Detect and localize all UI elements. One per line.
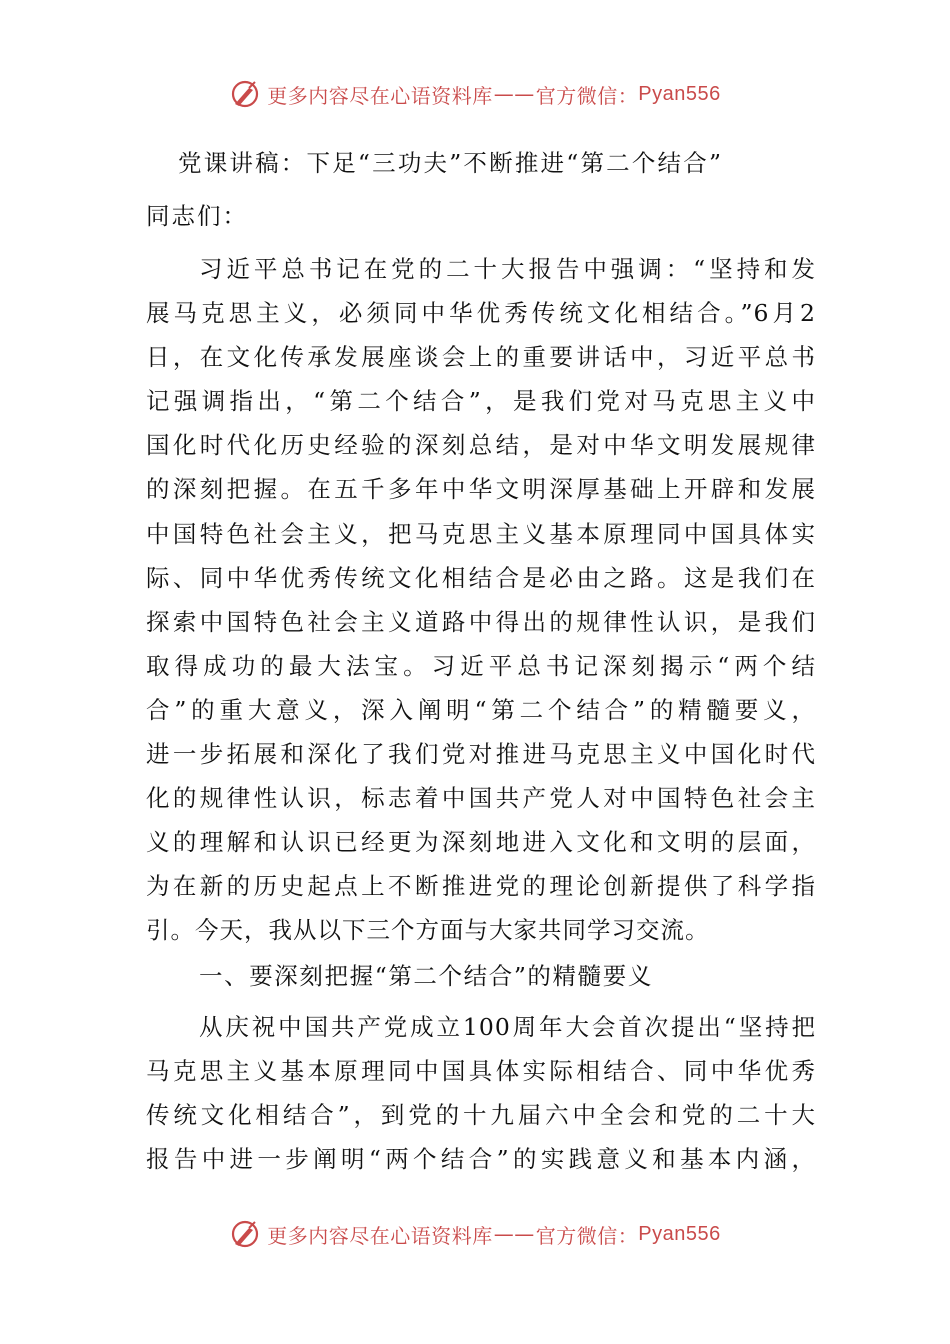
footer-watermark — [0, 1214, 950, 1254]
watermark-contact-label: 官方微信： — [535, 83, 639, 108]
watermark-separator: —— — [493, 1222, 535, 1246]
paragraph-2 — [146, 1005, 816, 1181]
paragraph-line: 报告中进一步阐明“两个结合”的实践意义和基本内涵， — [146, 1145, 816, 1174]
paragraph-line: 传统文化相结合”，到党的十九届六中全会和党的二十大 — [146, 1101, 816, 1130]
watermark-separator: —— — [493, 82, 535, 106]
paragraph-line: 义的理解和认识已经更为深刻地进入文化和文明的层面， — [146, 828, 816, 857]
paragraph-line: 进一步拓展和深化了我们党对推进马克思主义中国化时代 — [146, 740, 816, 769]
section-heading: 一、要深刻把握“第二个结合”的精髓要义 — [199, 962, 653, 990]
paragraph-line: 的深刻把握。在五千多年中华文明深厚基础上开辟和发展 — [146, 475, 816, 504]
pen-logo-icon — [229, 78, 261, 110]
header-watermark — [0, 74, 950, 114]
paragraph-line: 取得成功的最大法宝。习近平总书记深刻揭示“两个结 — [146, 651, 816, 680]
salutation: 同志们： — [146, 202, 248, 230]
paragraph-line: 探索中国特色社会主义道路中得出的规律性认识，是我们 — [146, 607, 816, 636]
paragraph-line: 为在新的历史起点上不断推进党的理论创新提供了科学指 — [146, 872, 816, 901]
paragraph-line: 合”的重大意义，深入阐明“第二个结合”的精髓要义， — [146, 695, 816, 724]
paragraph-line: 展马克思主义，必须同中华优秀传统文化相结合。”6月2 — [146, 299, 816, 328]
paragraph-line: 记强调指出，“第二个结合”，是我们党对马克思主义中 — [146, 387, 816, 416]
paragraph-line: 际、同中华优秀传统文化相结合是必由之路。这是我们在 — [146, 563, 816, 592]
paragraph-line: 日，在文化传承发展座谈会上的重要讲话中，习近平总书 — [146, 343, 816, 372]
watermark-contact-id: Pyan556 — [638, 1222, 721, 1245]
watermark-contact-label: 官方微信： — [535, 1223, 639, 1248]
paragraph-line: 中国特色社会主义，把马克思主义基本原理同中国具体实 — [146, 519, 816, 548]
pen-logo-icon — [229, 1218, 261, 1250]
watermark-contact-id: Pyan556 — [638, 82, 721, 105]
paragraph-line: 引。今天，我从以下三个方面与大家共同学习交流。 — [146, 916, 710, 945]
paragraph-line: 化的规律性认识，标志着中国共产党人对中国特色社会主 — [146, 784, 816, 813]
watermark-site-text: 更多内容尽在心语资料库 — [267, 1223, 493, 1248]
paragraph-line: 从庆祝中国共产党成立100周年大会首次提出“坚持把 — [199, 1013, 816, 1041]
document-title: 党课讲稿：下足“三功夫”不断推进“第二个结合” — [178, 149, 724, 177]
paragraph-line: 国化时代化历史经验的深刻总结，是对中华文明发展规律 — [146, 431, 816, 460]
watermark-site-text: 更多内容尽在心语资料库 — [267, 83, 493, 108]
paragraph-line: 马克思主义基本原理同中国具体实际相结合、同中华优秀 — [146, 1057, 816, 1086]
paragraph-1 — [146, 247, 816, 953]
paragraph-line: 习近平总书记在党的二十大报告中强调：“坚持和发 — [199, 255, 816, 283]
